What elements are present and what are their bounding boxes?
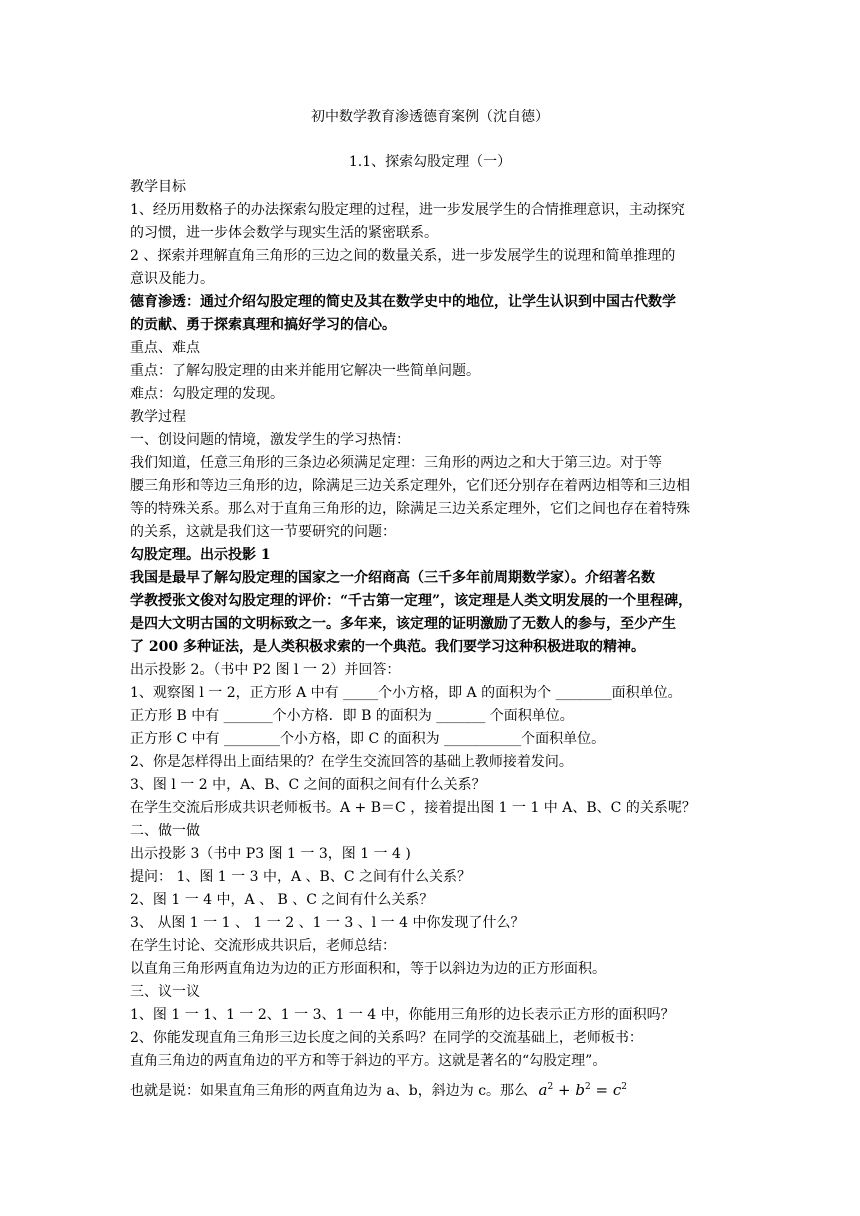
section-title: 1.1、探索勾股定理（一） — [348, 154, 512, 170]
projection-1: 勾股定理。出示投影 1 — [130, 547, 271, 563]
history-line-1: 我国是最早了解勾股定理的国家之一介绍商高（三千多年前周期数学家）。介绍著名数 — [130, 570, 655, 586]
goal-2-line-1: 2 、探索并理解直角三角形的三边之间的数量关系，进一步发展学生的说理和简单推理的 — [130, 248, 676, 264]
question-1-square-c: 正方形 C 中有 ________个小方格，即 C 的面积为 ___________个面积单位。 — [130, 731, 606, 747]
formula-line-text: 也就是说：如果直角三角形的两直角边为 a、b，斜边为 c。那么 — [130, 1083, 529, 1099]
ask-question-1: 提问： 1、图 1 一 3 中，A 、B、C 之间有什么关系？ — [130, 869, 471, 885]
intro-line-1: 我们知道，任意三角形的三条边必须满足定理：三角形的两边之和大于第三边。对于等 — [130, 455, 662, 471]
key-point: 重点：了解勾股定理的由来并能用它解决一些简单问题。 — [130, 363, 480, 379]
history-line-2: 学教授张文俊对勾股定理的评价：“千古第一定理”，该定理是人类文明发展的一个里程碑， — [130, 593, 693, 609]
step-1-heading: 一、创设问题的情境，激发学生的学习热情： — [130, 432, 410, 448]
goal-2-line-2: 意识及能力。 — [130, 271, 214, 287]
question-1-square-a: 1、观察图 l 一 2，正方形 A 中有 _____个小方格，即 A 的面积为个 ________面积单位。 — [130, 685, 682, 701]
moral-education-line-1: 德育渗透：通过介绍勾股定理的简史及其在数学史中的地位，让学生认识到中国古代数学 — [130, 294, 676, 310]
pythagorean-formula: $a^2 + b^2 = c^2$ — [538, 1081, 627, 1099]
intro-line-2: 腰三角形和等边三角形的边，除满足三边关系定理外，它们还分别存在着两边相等和三边相 — [130, 478, 690, 494]
heading-key-points: 重点、难点 — [130, 340, 200, 356]
step-2-heading: 二、做一做 — [130, 823, 200, 839]
history-line-3: 是四大文明古国的文明标致之一。多年来，该定理的证明激励了无数人的参与，至少产生 — [130, 616, 676, 632]
discuss-question-2: 2、你能发现直角三角形三边长度之间的关系吗？在同学的交流基础上，老师板书： — [130, 1030, 643, 1046]
teacher-summary: 在学生讨论、交流形成共识后，老师总结： — [130, 938, 396, 954]
moral-education-line-2: 的贡献、勇于探索真理和搞好学习的信心。 — [130, 317, 396, 333]
conclusion-area: 以直角三角形两直角边为边的正方形面积和，等于以斜边为边的正方形面积。 — [130, 961, 606, 977]
goal-1-line-2: 的习惯，进一步体会数学与现实生活的紧密联系。 — [130, 225, 438, 241]
projection-3: 出示投影 3（书中 P3 图 1 一 3，图 1 一 4 ) — [130, 846, 411, 862]
heading-teaching-goals: 教学目标 — [130, 179, 186, 195]
blackboard-a-b-c: 在学生交流后形成共识老师板书。A + B＝C ，接着提出图 1 一 1 中 A、B、C 的关系呢？ — [130, 800, 696, 816]
question-2: 2、你是怎样得出上面结果的？在学生交流回答的基础上教师接着发问。 — [130, 754, 573, 770]
intro-line-3: 等的特殊关系。那么对于直角三角形的边，除满足三边关系定理外，它们之间也存在着特殊 — [130, 501, 690, 517]
projection-2: 出示投影 2。（书中 P2 图 l 一 2）并回答： — [130, 662, 401, 678]
doc-title: 初中数学教育渗透德育案例（沈自德） — [311, 109, 549, 125]
history-line-4: 了 200 多种证法，是人类积极求索的一个典范。我们要学习这种积极进取的精神。 — [130, 639, 645, 655]
pythagorean-statement: 直角三角边的两直角边的平方和等于斜边的平方。这就是著名的“勾股定理”。 — [130, 1053, 607, 1069]
question-1-square-b: 正方形 B 中有 _______个小方格．即 B 的面积为 _______ 个面积单位。 — [130, 708, 574, 724]
formula-line — [130, 1078, 627, 1100]
question-3: 3、图 l 一 2 中，A、B、C 之间的面积之间有什么关系？ — [130, 777, 486, 793]
intro-line-4: 的关系，这就是我们这一节要研究的问题： — [130, 524, 396, 540]
ask-question-3: 3、 从图 1 一 1 、 1 一 2 、1 一 3 、l 一 4 中你发现了什么？ — [130, 915, 525, 931]
difficult-point: 难点：勾股定理的发现。 — [130, 386, 284, 402]
step-3-heading: 三、议一议 — [130, 984, 200, 1000]
ask-question-2: 2、图 1 一 4 中，A 、 B 、C 之间有什么关系？ — [130, 892, 434, 908]
heading-teaching-process: 教学过程 — [130, 409, 186, 425]
discuss-question-1: 1、图 1 一 1、1 一 2、1 一 3、1 一 4 中，你能用三角形的边长表示正方形的面积吗？ — [130, 1007, 675, 1023]
goal-1-line-1: 1、经历用数格子的办法探索勾股定理的过程，进一步发展学生的合情推理意识，主动探究 — [130, 202, 685, 218]
